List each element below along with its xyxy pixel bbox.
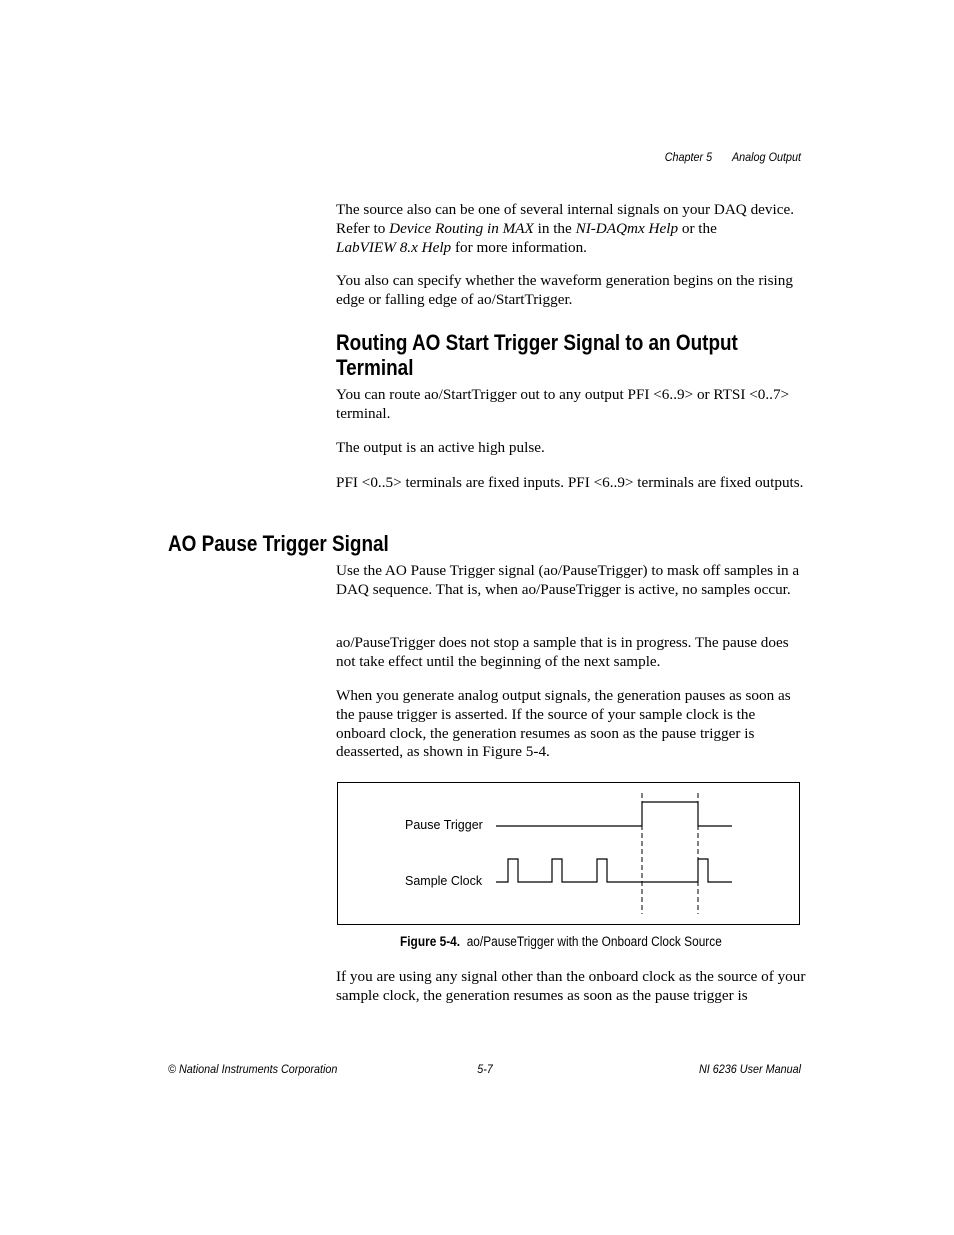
timing-diagram [338, 783, 799, 924]
ref-device-routing: Device Routing in MAX [389, 219, 534, 237]
routing-paragraph-1: You can route ao/StartTrigger out to any output PFI <6..9> or RTSI <0..7> terminal. [336, 386, 790, 422]
ref-nidaqmx-help: NI-DAQmx Help [575, 219, 679, 237]
heading-routing-start-trigger: Routing AO Start Trigger Signal to an Output Terminal [336, 330, 738, 380]
routing-paragraph-2: The output is an active high pulse. [336, 439, 545, 456]
pause-paragraph-4: If you are using any signal other than the onboard clock as the source of your sample clock, the generation resumes as soon as the pause trigger is [336, 968, 806, 1004]
intro-paragraph-1: The source also can be one of several internal signals on your DAQ device. Refer to Device Routing in MAX in the NI-DAQmx Help or the LabVIEW 8.x Help for more information. [336, 201, 794, 256]
pause-trigger-waveform [496, 802, 732, 826]
footer-manual-title: NI 6236 User Manual [698, 1062, 801, 1076]
label-pause-trigger: Pause Trigger [405, 818, 483, 832]
footer-copyright: © National Instruments Corporation [168, 1062, 338, 1076]
pause-paragraph-3: When you generate analog output signals, the generation pauses as soon as the pause trigger is asserted. If the source of your sample clock is the onboard clock, the generation resumes as soon as the pause trigger is deasserted, as shown in Figure 5-4. [336, 687, 791, 761]
footer-page-number: 5-7 [477, 1062, 493, 1076]
ref-labview-help: LabVIEW 8.x Help [336, 238, 452, 256]
header-section: Analog Output [731, 150, 801, 164]
running-header [584, 150, 801, 164]
pause-paragraph-1: Use the AO Pause Trigger signal (ao/PauseTrigger) to mask off samples in a DAQ sequence. That is, when ao/PauseTrigger is active, no samples occur. [336, 562, 800, 598]
figure-caption [400, 934, 722, 949]
routing-paragraph-3: PFI <0..5> terminals are fixed inputs. PFI <6..9> terminals are fixed outputs. [336, 474, 804, 491]
timing-diagram-figure [337, 782, 800, 925]
heading-pause-trigger: AO Pause Trigger Signal [168, 531, 389, 556]
header-chapter: Chapter 5 [664, 150, 713, 164]
pause-paragraph-2: ao/PauseTrigger does not stop a sample that is in progress. The pause does not take effect until the beginning of the next sample. [336, 634, 789, 670]
label-sample-clock: Sample Clock [405, 874, 483, 888]
intro-paragraph-2: You also can specify whether the waveform generation begins on the rising edge or falling edge of ao/StartTrigger. [336, 272, 793, 308]
sample-clock-waveform [496, 859, 732, 882]
figure-number: Figure 5-4. [400, 934, 461, 949]
figure-title: ao/PauseTrigger with the Onboard Clock Source [466, 934, 722, 949]
